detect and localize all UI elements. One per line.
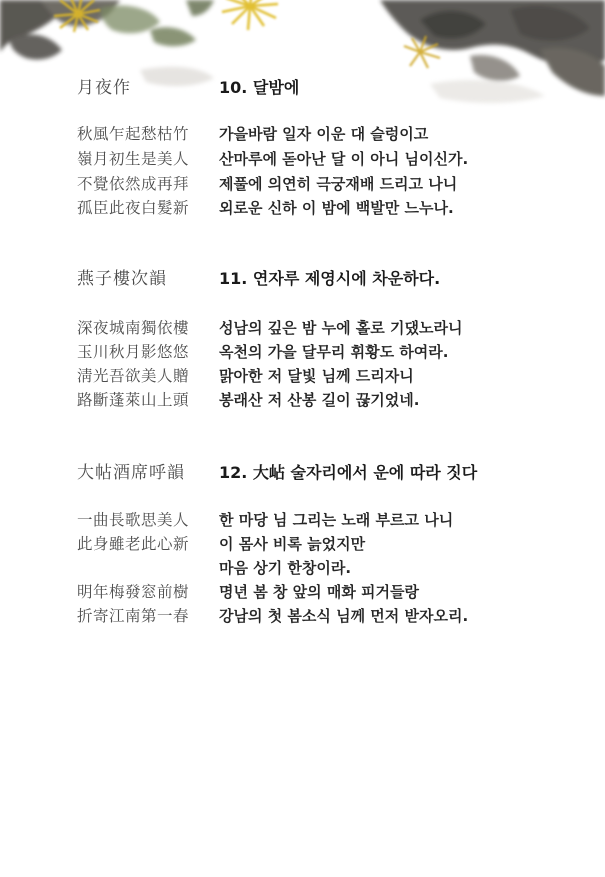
korean-line: 성남의 깊은 밤 누에 홀로 기댔노라니	[219, 319, 463, 337]
chinese-line: 一曲長歌思美人	[77, 511, 190, 529]
korean-line: 마음 상기 한창이라.	[219, 559, 352, 577]
korean-line: 강남의 첫 봄소식 님께 먼저 받자오리.	[219, 607, 469, 625]
chinese-line: 孤臣此夜白髮新	[77, 199, 190, 217]
korean-line: 한 마당 님 그리는 노래 부르고 나니	[219, 511, 454, 529]
poem-title-chinese: 燕子樓次韻	[77, 269, 167, 289]
chinese-line: 淸光吾欲美人贈	[77, 367, 190, 385]
korean-line: 외로운 신하 이 밤에 백발만 느누나.	[219, 199, 454, 217]
poem-title-chinese: 大帖酒席呼韻	[77, 463, 185, 483]
chinese-line: 嶺月初生是美人	[77, 150, 190, 168]
korean-line: 제풀에 의연히 극궁재배 드리고 나니	[219, 175, 458, 193]
chinese-line: 折寄江南第一春	[77, 607, 190, 625]
korean-line: 이 몸사 비록 늙었지만	[219, 535, 366, 553]
korean-line: 맑아한 저 달빛 님께 드리자니	[219, 367, 414, 385]
poem-title-chinese: 月夜作	[77, 78, 131, 98]
chinese-line: 路斷蓬萊山上頭	[77, 391, 190, 409]
korean-line: 산마루에 돋아난 달 이 아니 님이신가.	[219, 150, 469, 168]
chinese-line: 玉川秋月影悠悠	[77, 343, 190, 361]
poem-title-korean: 12. 大岾 술자리에서 운에 따라 짓다	[219, 463, 478, 482]
korean-line: 옥천의 가을 달무리 휘황도 하여라.	[219, 343, 449, 361]
chinese-line: 不覺依然成再拜	[77, 175, 190, 193]
chinese-line: 明年梅發窓前樹	[77, 583, 190, 601]
chinese-line: 深夜城南獨依樓	[77, 319, 190, 337]
poem-title-korean: 10. 달밤에	[219, 78, 300, 97]
poem-title-korean: 11. 연자루 제영시에 차운하다.	[219, 269, 441, 288]
korean-line: 봉래산 저 산봉 길이 끊기었네.	[219, 391, 420, 409]
korean-line: 명년 봄 창 앞의 매화 피거들랑	[219, 583, 419, 601]
korean-line: 가을바람 일자 이운 대 슬렁이고	[219, 125, 429, 143]
chinese-line: 此身雖老此心新	[77, 535, 190, 553]
chinese-line: 秋風乍起愁枯竹	[77, 125, 190, 143]
